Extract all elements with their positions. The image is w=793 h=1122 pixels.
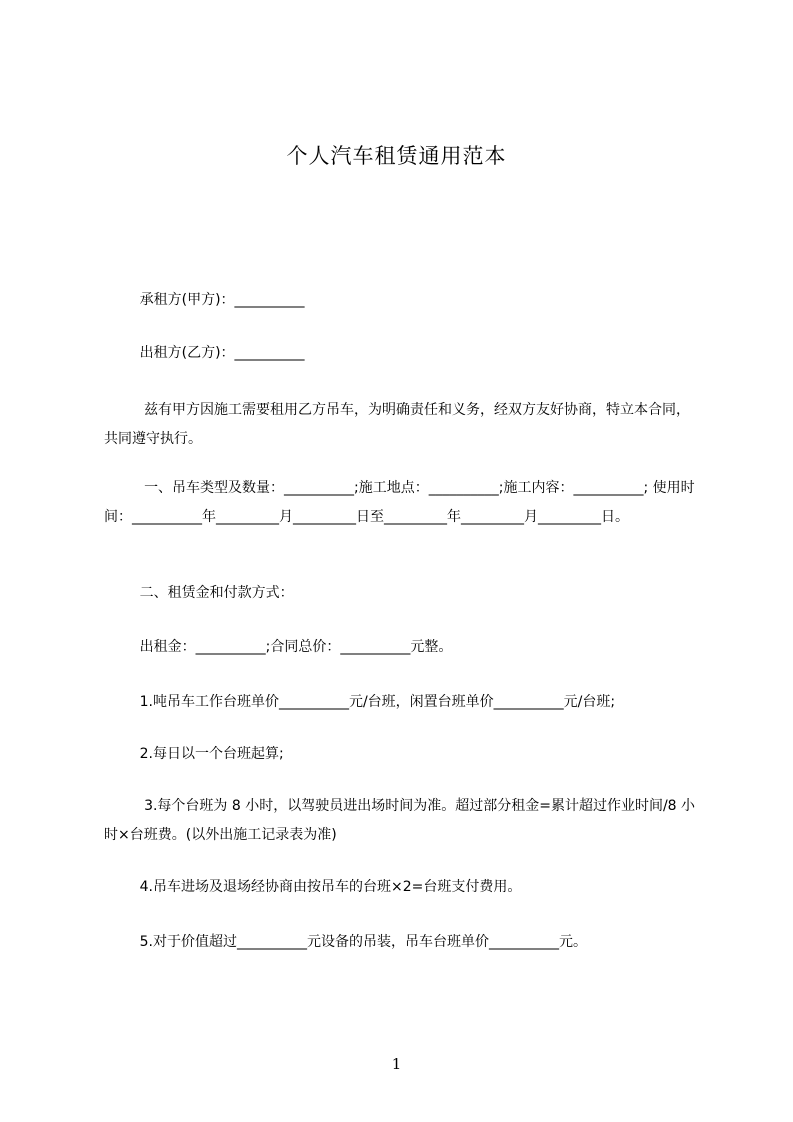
paragraph-item-3: 3.每个台班为 8 小时，以驾驶员进出场时间为准。超过部分租金=累计超过作业时间/8 小时×台班费。(以外出施工记录表为准) [104, 798, 696, 843]
document-title: 个人汽车租赁通用范本 [286, 144, 507, 168]
paragraph-crane-type: 一、吊车类型及数量：__________;施工地点：__________;施工内容：__________; 使用时间：__________年_________月_________日至_________年_________月_________日。 [104, 480, 695, 525]
page-number: 1 [391, 1055, 402, 1073]
paragraph-item-1: 1.吨吊车工作台班单价__________元/台班，闲置台班单价__________元/台班; [104, 694, 616, 710]
paragraph-item-4: 4.吊车进场及退场经协商由按吊车的台班×2=台班支付费用。 [104, 879, 522, 895]
paragraph-lessor: 出租方(乙方)：__________ [104, 345, 305, 361]
paragraph-item-2: 2.每日以一个台班起算; [104, 746, 284, 762]
paragraph-preamble: 兹有甲方因施工需要租用乙方吊车，为明确责任和义务，经双方友好协商，特立本合同，共同遵守执行。 [104, 402, 691, 447]
paragraph-section-two: 二、租赁金和付款方式： [104, 585, 294, 601]
paragraph-rent: 出租金：__________;合同总价：__________元整。 [104, 639, 453, 655]
paragraph-lessee: 承租方(甲方)：__________ [104, 292, 305, 308]
paragraph-item-5: 5.对于价值超过__________元设备的吊装，吊车台班单价__________元。 [104, 934, 587, 950]
